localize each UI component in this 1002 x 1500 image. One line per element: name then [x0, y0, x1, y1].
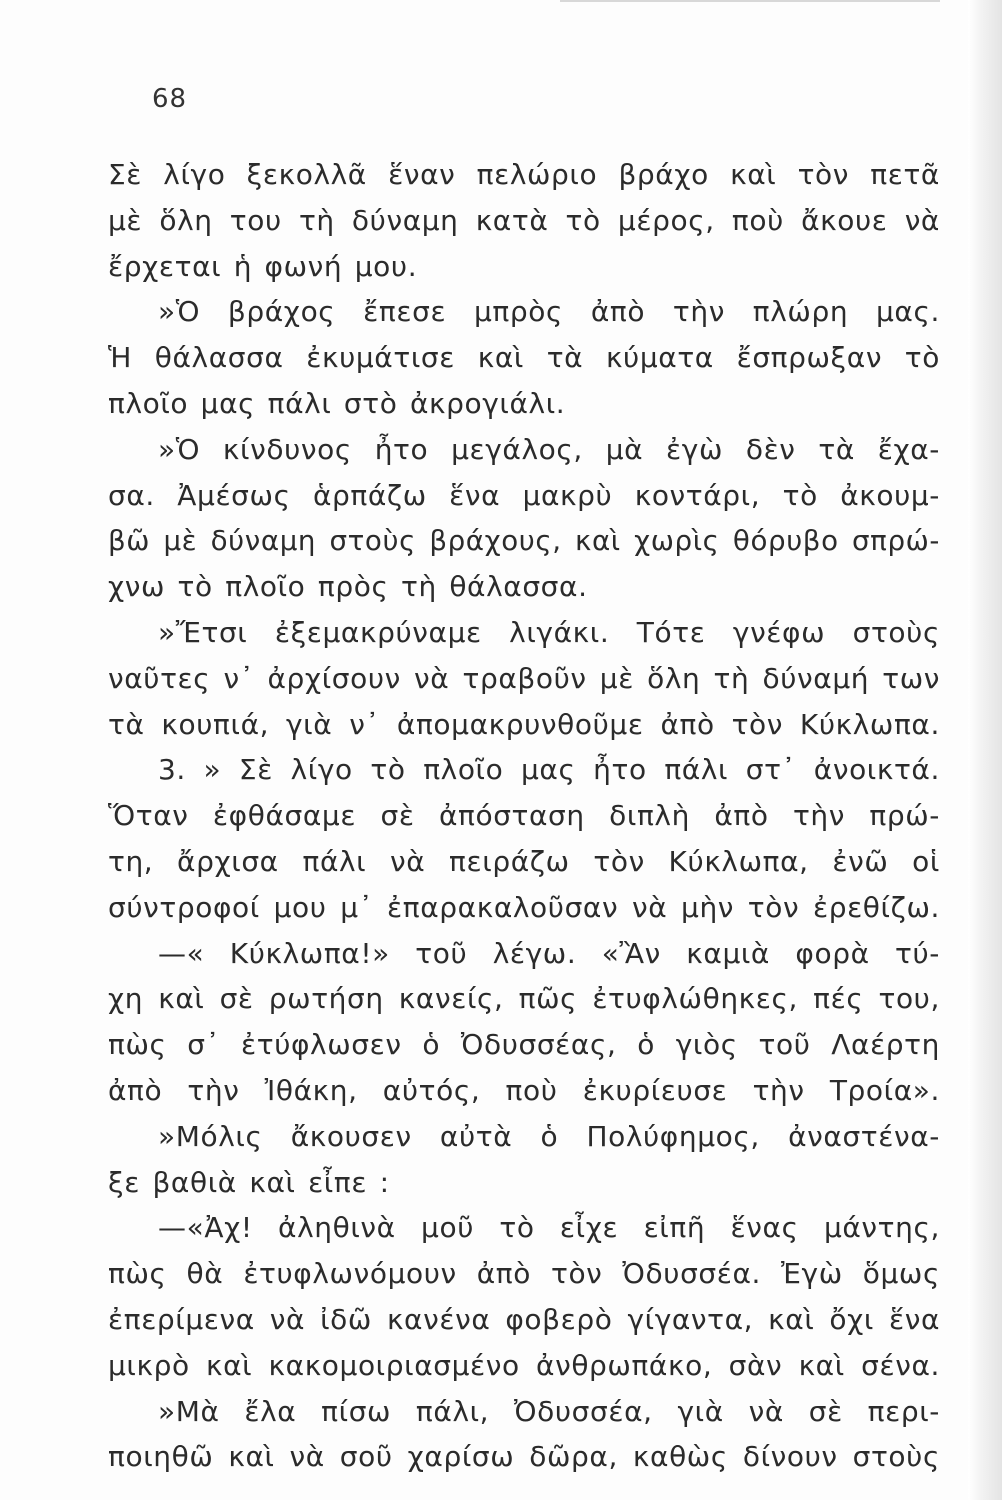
body-text	[108, 152, 940, 1480]
text-line: μικρὸ καὶ κακομοιριασμένο ἀνθρωπάκο, σὰν καὶ σένα.	[108, 1348, 940, 1382]
text-line: χνω τὸ πλοῖο πρὸς τὴ θάλασσα.	[108, 570, 588, 604]
text-line: ἐπερίμενα νὰ ἰδῶ κανένα φοβερὸ γίγαντα, καὶ ὄχι ἕνα	[108, 1302, 940, 1336]
text-line: Σὲ λίγο ξεκολλᾶ ἕναν πελώριο βράχο καὶ τὸν πετᾶ	[108, 158, 940, 191]
text-line: »Μόλις ἄκουσεν αὐτὰ ὁ Πολύφημος, ἀναστένα-	[158, 1119, 940, 1153]
text-line: τη, ἄρχισα πάλι νὰ πειράζω τὸν Κύκλωπα, ἐνῶ οἱ	[108, 844, 940, 878]
text-line: 3. » Σὲ λίγο τὸ πλοῖο μας ἦτο πάλι στ᾽ ἀνοικτά.	[158, 753, 940, 787]
text-line: ποιηθῶ καὶ νὰ σοῦ χαρίσω δῶρα, καθὼς δίνουν στοὺς	[108, 1440, 940, 1474]
text-line: σα. Ἀμέσως ἁρπάζω ἕνα μακρὺ κοντάρι, τὸ ἀκουμ-	[108, 478, 940, 512]
text-line: »Ὁ κίνδυνος ἦτο μεγάλος, μὰ ἐγὼ δὲν τὰ ἔχα-	[158, 432, 940, 466]
text-line: ναῦτες ν᾽ ἀρχίσουν νὰ τραβοῦν μὲ ὅλη τὴ δύναμή των	[108, 661, 940, 695]
page-number: 68	[152, 84, 188, 114]
text-line: »Μὰ ἔλα πίσω πάλι, Ὀδυσσέα, γιὰ νὰ σὲ περι-	[158, 1394, 940, 1428]
text-line: χη καὶ σὲ ρωτήση κανείς, πῶς ἐτυφλώθηκες, πές του,	[108, 982, 940, 1016]
text-line: —«Ἀχ! ἀληθινὰ μοῦ τὸ εἶχε εἰπῆ ἕνας μάντης,	[158, 1211, 940, 1245]
text-line: πὼς θὰ ἐτυφλωνόμουν ἀπὸ τὸν Ὀδυσσέα. Ἐγὼ ὅμως	[108, 1257, 940, 1291]
text-line: Ὅταν ἐφθάσαμε σὲ ἀπόσταση διπλὴ ἀπὸ τὴν πρώ-	[108, 799, 940, 833]
text-line: —« Κύκλωπα!» τοῦ λέγω. «Ἂν καμιὰ φορὰ τύ-	[158, 936, 940, 970]
page-edge-shadow	[968, 0, 1002, 1500]
text-line: ἀπὸ τὴν Ἰθάκη, αὐτός, ποὺ ἐκυρίευσε τὴν Τροία».	[108, 1073, 940, 1107]
text-line: πλοῖο μας πάλι στὸ ἀκρογιάλι.	[108, 386, 566, 420]
text-line: Ἡ θάλασσα ἐκυμάτισε καὶ τὰ κύματα ἔσπρωξαν τὸ	[108, 341, 940, 375]
text-line: τὰ κουπιά, γιὰ ν᾽ ἀπομακρυνθοῦμε ἀπὸ τὸν Κύκλωπα.	[108, 707, 940, 741]
text-line: »Ὁ βράχος ἔπεσε μπρὸς ἀπὸ τὴν πλώρη μας.	[158, 295, 940, 329]
text-line: σύντροφοί μου μ᾽ ἐπαρακαλοῦσαν νὰ μὴν τὸν ἐρεθίζω.	[108, 890, 940, 924]
text-line: ξε βαθιὰ καὶ εἶπε :	[108, 1165, 390, 1199]
text-line: »Ἔτσι ἐξεμακρύναμε λιγάκι. Τότε γνέφω στοὺς	[158, 615, 940, 649]
scan-edge-top	[560, 0, 940, 2]
text-line: πὼς σ᾽ ἐτύφλωσεν ὁ Ὀδυσσέας, ὁ γιὸς τοῦ Λαέρτη	[108, 1028, 940, 1062]
text-line: βῶ μὲ δύναμη στοὺς βράχους, καὶ χωρὶς θόρυβο σπρώ-	[108, 524, 940, 558]
text-line: μὲ ὅλη του τὴ δύναμη κατὰ τὸ μέρος, ποὺ ἄκουε νὰ	[108, 203, 940, 237]
text-line: ἔρχεται ἡ φωνή μου.	[108, 249, 418, 283]
